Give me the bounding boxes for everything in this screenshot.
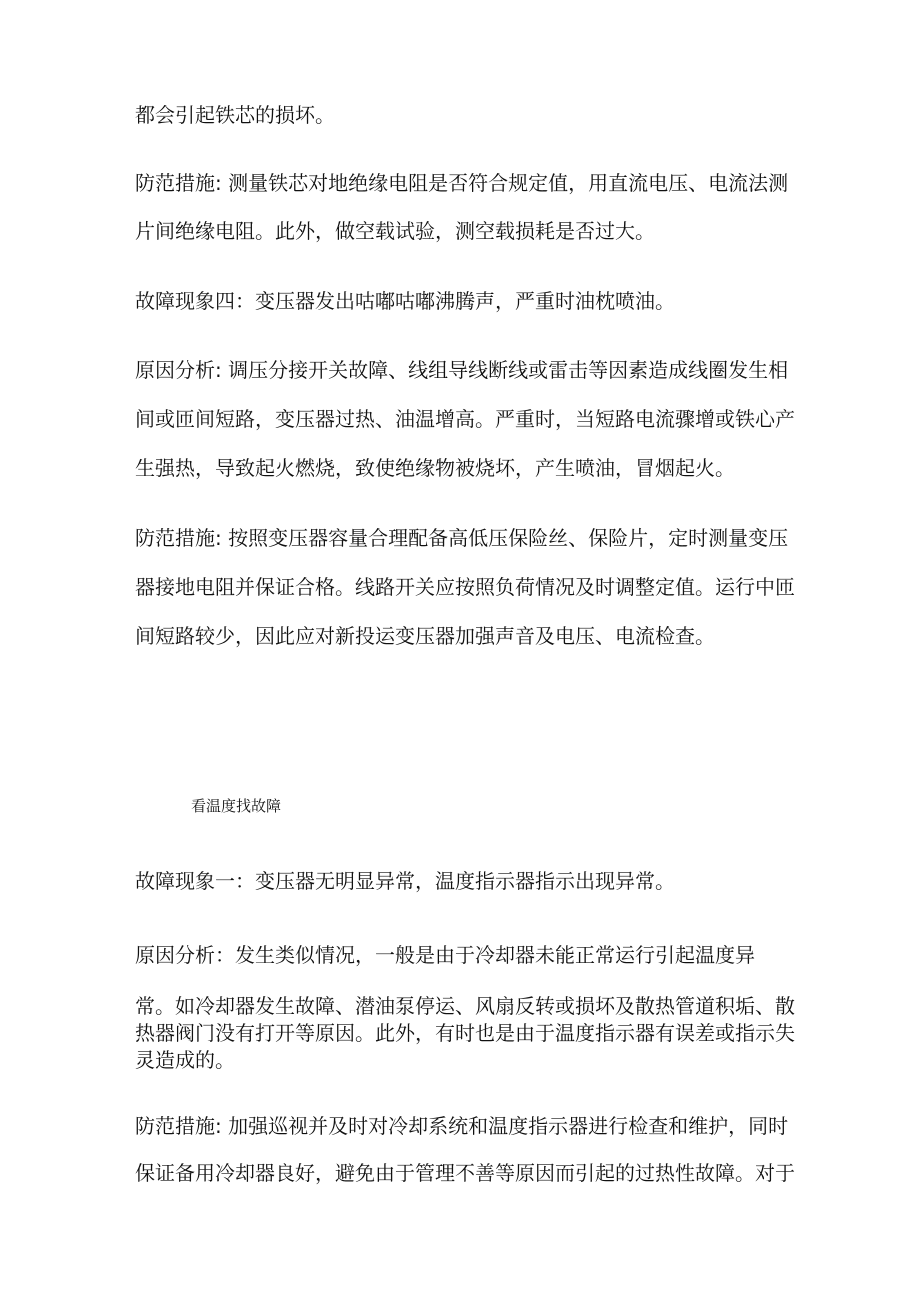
paragraph-2-line-1: 防范措施: 测量铁芯对地绝缘电阻是否符合规定值，用直流电压、电流法测 — [135, 171, 789, 195]
section-paragraph-2-line-1: 原因分析：发生类似情况，一般是由于冷却器未能正常运行引起温度异 — [135, 943, 755, 967]
section-paragraph-5-line-1: 保证备用冷却器良好，避免由于管理不善等原因而引起的过热性故障。对于 — [135, 1161, 795, 1185]
paragraph-4-line-3: 生强热，导致起火燃烧，致使绝缘物被烧坏，产生喷油，冒烟起火。 — [135, 456, 735, 480]
section-paragraph-4-line-1: 防范措施: 加强巡视并及时对冷却系统和温度指示器进行检查和维护，同时 — [135, 1114, 789, 1138]
paragraph-3-line-1: 故障现象四：变压器发出咕嘟咕嘟沸腾声，严重时油枕喷油。 — [135, 289, 675, 313]
paragraph-1-line-1: 都会引起铁芯的损坏。 — [135, 103, 335, 127]
paragraph-5-line-1: 防范措施: 按照变压器容量合理配备高低压保险丝、保险片，定时测量变压 — [135, 526, 789, 550]
section-paragraph-1-line-1: 故障现象一：变压器无明显异常，温度指示器指示出现异常。 — [135, 869, 675, 893]
paragraph-4-line-2: 间或匝间短路，变压器过热、油温增高。严重时，当短路电流骤增或铁心产 — [135, 407, 795, 431]
section-paragraph-3-line-3: 灵造成的。 — [135, 1048, 235, 1072]
paragraph-5-line-3: 间短路较少，因此应对新投运变压器加强声音及电压、电流检查。 — [135, 624, 715, 648]
section-heading: 看温度找故障 — [191, 797, 282, 815]
section-paragraph-3-line-1: 常。如冷却器发生故障、潜油泵停运、风扇反转或损坏及散热管道积垢、散 — [135, 994, 795, 1018]
paragraph-5-line-2: 器接地电阻并保证合格。线路开关应按照负荷情况及时调整定值。运行中匝 — [135, 575, 795, 599]
section-paragraph-3-line-2: 热器阀门没有打开等原因。此外，有时也是由于温度指示器有误差或指示失 — [135, 1021, 795, 1045]
paragraph-4-line-1: 原因分析: 调压分接开关故障、线组导线断线或雷击等因素造成线圈发生相 — [135, 358, 789, 382]
paragraph-2-line-2: 片间绝缘电阻。此外，做空载试验，测空载损耗是否过大。 — [135, 219, 655, 243]
